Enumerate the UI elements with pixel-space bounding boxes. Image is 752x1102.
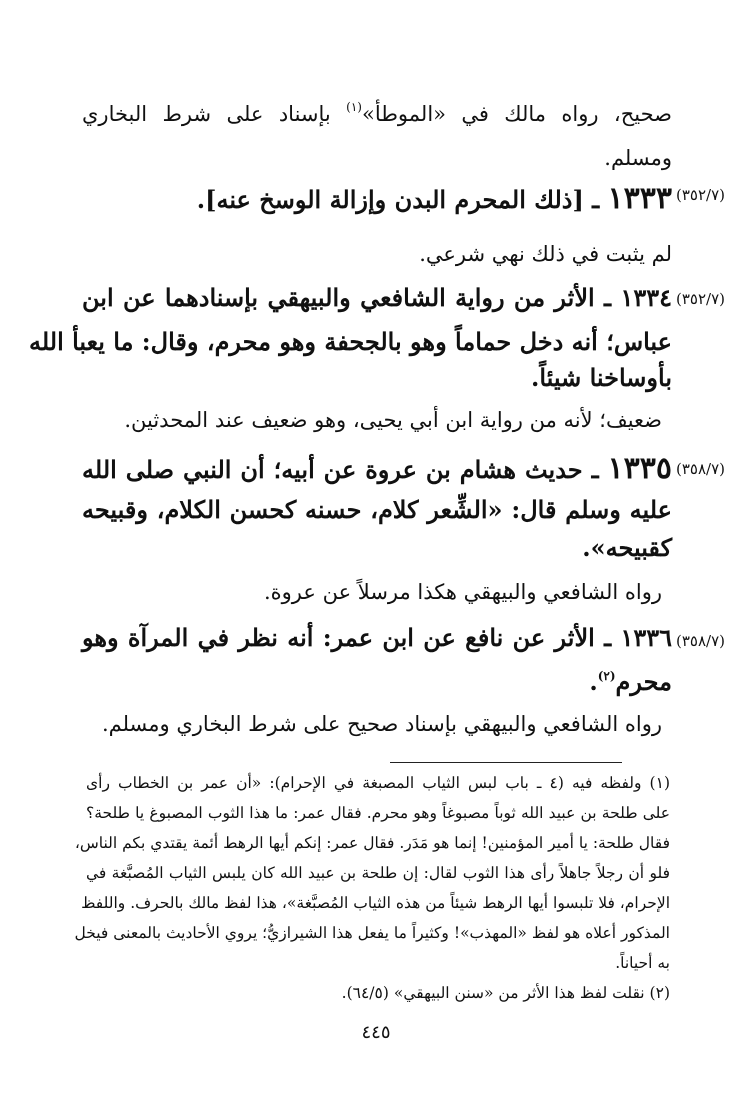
footnote-divider: [390, 762, 622, 763]
hadith-1336-line-2: [82, 667, 672, 696]
hadith-1334-line-1: ١٣٣٤ ـ الأثر من رواية الشافعي والبيهقي بإسنادهما عن ابن: [82, 283, 672, 312]
hadith-1333-comment: لم يثبت في ذلك نهي شرعي.: [419, 242, 672, 266]
footnote-1-line-5: الإحرام، فلا تلبسوا أيها الرهط شيئاً من هذه الثياب المُصبَّغة»، هذا لفظ مالك بالحرف. واللفظ: [81, 894, 670, 912]
hadith-1334-comment: ضعيف؛ لأنه من رواية ابن أبي يحيى، وهو ضعيف عند المحدثين.: [124, 408, 662, 432]
hadith-1333-heading: [82, 181, 672, 216]
hadith-1334-line-3: بأوساخنا شيئاً.: [530, 363, 672, 392]
hadith-1335-line-1-text: ـ حديث هشام بن عروة عن أبيه؛ أن النبي صلى الله: [82, 455, 608, 484]
hadith-1335-comment: رواه الشافعي والبيهقي هكذا مرسلاً عن عروة.: [263, 580, 662, 604]
reference-1335: (٣٥٨/٧): [676, 460, 725, 478]
reference-1334: (٣٥٢/٧): [676, 290, 725, 308]
hadith-1335-line-2: عليه وسلم قال: «الشِّعر كلام، حسنه كحسن الكلام، وقبيحه: [82, 495, 672, 524]
hadith-1335-line-1: [82, 451, 672, 486]
intro-line-1: [82, 100, 672, 126]
footnote-1-line-2: على طلحة بن عبيد الله ثوباً مصبوغاً وهو محرم. فقال عمر: ما هذا الثوب المصبوغ يا طلحة؟: [86, 804, 670, 822]
reference-1336: (٣٥٨/٧): [676, 632, 725, 650]
hadith-number-1333: ١٣٣٣: [607, 181, 672, 216]
footnote-2-line-1: (٢) نقلت لفظ هذا الأثر من «سنن البيهقي» (٦٤/٥).: [341, 984, 670, 1002]
reference-1333: (٣٥٢/٧): [676, 186, 725, 204]
hadith-1336-line-1: ١٣٣٦ ـ الأثر عن نافع عن ابن عمر: أنه نظر في المرآة وهو: [82, 623, 672, 652]
hadith-number-1335: ١٣٣٥: [607, 451, 672, 486]
footnote-1-line-6: المذكور أعلاه هو لفظ «المهذب»! وكثيراً ما يفعل هذا الشيرازيُّ؛ يروي الأحاديث بالمعنى فيخل: [74, 924, 670, 942]
hadith-1336-comment: رواه الشافعي والبيهقي بإسناد صحيح على شرط البخاري ومسلم.: [101, 712, 662, 736]
footnote-1-line-4: فلو أن رجلاً جاهلاً رأى هذا الثوب لقال: إن طلحة بن عبيد الله كان يلبس الثياب المُصبَّغة في: [86, 864, 670, 882]
footnote-marker-1: (١): [346, 100, 362, 114]
hadith-1336-line-2-text: محرم: [615, 667, 672, 696]
footnote-1-line-7: به أحياناً.: [615, 954, 670, 972]
hadith-1335-line-3: كقبيحه».: [582, 533, 672, 562]
footnote-1-line-3: فقال طلحة: يا أمير المؤمنين! إنما هو مَدَر. فقال عمر: إنكم أيها الرهط أئمة يقتدي بكم الناس،: [74, 834, 670, 852]
intro-line-2: ومسلم.: [604, 146, 672, 170]
footnote-marker-2: (٢): [597, 669, 616, 683]
hadith-1334-line-2: عباس؛ أنه دخل حماماً وهو بالجحفة وهو محرم، وقال: ما يعبأ الله: [28, 327, 672, 356]
footnote-1-line-1: (١) ولفظه فيه (٤ ـ باب لبس الثياب المصبغة في الإحرام): «أن عمر بن الخطاب رأى: [86, 774, 670, 792]
hadith-1333-text: ـ [ذلك المحرم البدن وإزالة الوسخ عنه].: [196, 185, 608, 214]
hadith-1336-line-2-end: .: [589, 667, 598, 696]
page-number: ٤٤٥: [361, 1022, 391, 1043]
intro-line-1-a: صحيح، رواه مالك في «الموطأ»: [361, 102, 672, 126]
intro-line-1-b: بإسناد على شرط البخاري: [82, 102, 347, 126]
